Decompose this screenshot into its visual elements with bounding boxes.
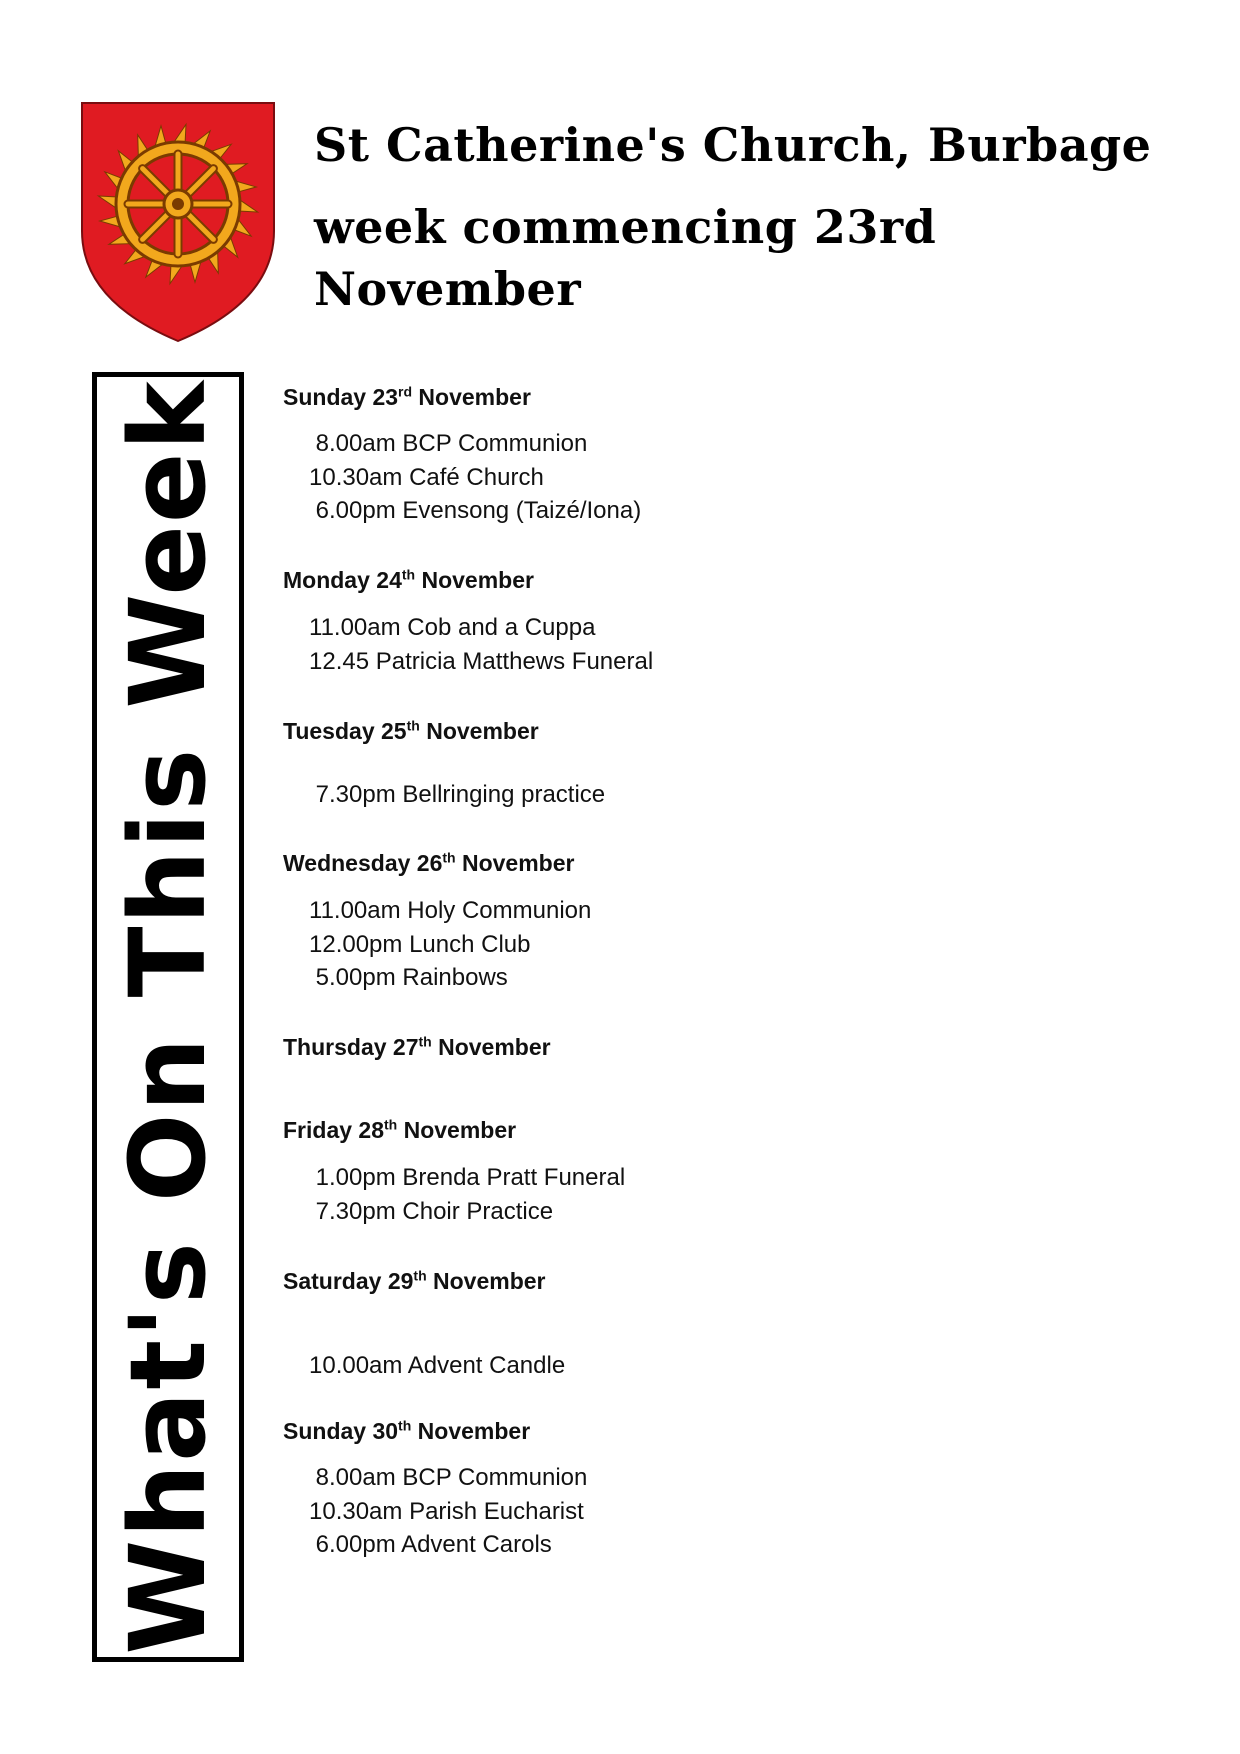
church-title: St Catherine's Church, Burbage [314,118,1152,172]
event-item: 8.00am BCP Communion [309,1464,588,1491]
event-item: 12.00pm Lunch Club [309,930,531,958]
event-list [309,611,653,678]
day-heading: Sunday 30th November [283,1417,531,1444]
day-heading: Tuesday 25th November [283,717,539,744]
event-list [309,894,591,995]
event-item: 8.00am BCP Communion [309,430,588,457]
day-heading: Friday 28th November [283,1116,517,1143]
event-list [309,1349,565,1383]
event-list [309,1161,625,1228]
event-item: 10.30am Parish Eucharist [309,1497,584,1525]
whats-on-sidebar [92,372,244,1662]
day-heading: Thursday 27th November [283,1033,551,1060]
event-item: 7.30pm Choir Practice [309,1197,554,1225]
event-item: 11.00am Holy Communion [309,897,592,924]
event-item: 6.00pm Evensong (Taizé/Iona) [309,497,642,524]
event-item: 10.30am Café Church [309,463,544,491]
event-item: 7.30pm Bellringing practice [309,781,606,808]
event-item: 12.45 Patricia Matthews Funeral [309,647,654,675]
event-list [309,1461,587,1562]
day-heading: Monday 24th November [283,566,534,593]
week-commencing-month: November [314,262,582,316]
day-heading: Wednesday 26th November [283,849,575,876]
event-item: 10.00am Advent Candle [309,1352,566,1379]
event-item: 11.00am Cob and a Cuppa [309,614,596,641]
event-list [309,427,641,528]
week-commencing-line: week commencing 23rd [314,200,937,254]
day-heading: Sunday 23rd November [283,383,531,410]
day-heading: Saturday 29th November [283,1267,546,1294]
event-list [309,778,605,812]
sidebar-label: What's On This Week [107,379,229,1655]
event-item: 6.00pm Advent Carols [309,1531,552,1558]
event-item: 1.00pm Brenda Pratt Funeral [309,1164,626,1191]
church-shield-logo [80,101,276,343]
event-item: 5.00pm Rainbows [309,964,508,991]
